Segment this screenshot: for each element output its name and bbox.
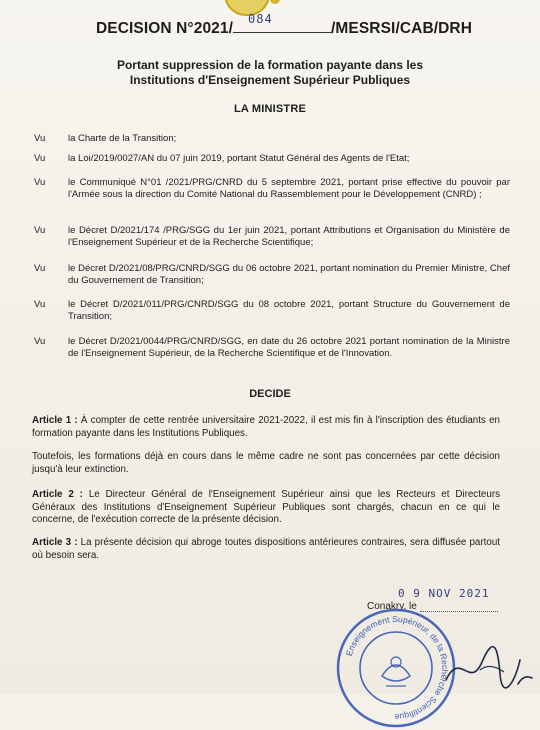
- article-3-text: La présente décision qui abroge toutes dispositions antérieures contraires, sera diffusée partout où besoin sera.: [32, 537, 500, 561]
- article-2-label: Article 2 :: [32, 489, 83, 500]
- article-3-label: Article 3 :: [32, 537, 78, 548]
- article-2: [32, 489, 500, 527]
- vu-label: Vu: [34, 153, 46, 164]
- subtitle-line-2: Institutions d'Enseignement Supérieur Publiques: [129, 73, 411, 87]
- article-1-text: À compter de cette rentrée universitaire 2021-2022, il est mis fin à l'inscription des étudiants en formation payante dans les Institutions Publiques.: [32, 415, 500, 439]
- document-subtitle: [40, 58, 500, 88]
- decision-suffix: /MESRSI/CAB/DRH: [331, 20, 473, 37]
- decide-title: DECIDE: [249, 388, 291, 400]
- article-3: [32, 537, 500, 562]
- vu-label: Vu: [34, 225, 46, 236]
- vu-text: la Charte de la Transition;: [68, 133, 177, 144]
- handwritten-signature: [440, 640, 540, 694]
- article-2-text: Le Directeur Général de l'Enseignement Supérieur ainsi que les Recteurs et Directeurs Généraux des Institutions d'Enseignement Supérieur Publiques sont chargés, chacun en ce qui le concerne, de l'exécution correcte de la présente décision.: [32, 489, 500, 525]
- vu-text: le Décret D/2021/08/PRG/CNRD/SGG du 06 octobre 2021, portant nomination du Premier Ministre, Chef du Gouvernement de Transition;: [68, 263, 510, 286]
- vu-text: le Décret D/2021/011/PRG/CNRD/SGG du 08 octobre 2021, portant Structure du Gouvernement de Transition;: [68, 299, 510, 322]
- decision-header: [96, 20, 473, 38]
- decision-prefix: DECISION N°2021/: [96, 20, 234, 37]
- vu-label: Vu: [34, 263, 46, 274]
- vu-label: Vu: [34, 336, 46, 347]
- emblem-ornament: [270, 0, 280, 4]
- vu-text: le Communiqué N°01 /2021/PRG/CNRD du 5 septembre 2021, portant prise effective du pouvoir par l'Armée sous la direction du Comité National du Rassemblement pour le Développement (CNRD) ;: [68, 177, 510, 200]
- article-1: [32, 415, 500, 440]
- vu-text: la Loi/2019/0027/AN du 07 juin 2019, portant Statut Général des Agents de l'Etat;: [68, 153, 410, 164]
- place-date-label: Conakry, le: [367, 601, 417, 612]
- vu-label: Vu: [34, 133, 46, 144]
- vu-label: Vu: [34, 299, 46, 310]
- decision-number-stamp: 084: [248, 12, 273, 26]
- article-1-label: Article 1 :: [32, 415, 78, 426]
- vu-label: Vu: [34, 177, 46, 188]
- minister-title: LA MINISTRE: [233, 103, 307, 115]
- article-1-paragraph-2: Toutefois, les formations déjà en cours dans le même cadre ne sont pas concernées par cette décision jusqu'à leur extinction.: [32, 451, 500, 475]
- vu-text: le Décret D/2021/0044/PRG/CNRD/SGG, en date du 26 octobre 2021 portant nomination de la Ministre de l'Enseignement Supérieur, de la Recherche Scientifique et de l'Innovation.: [68, 336, 510, 359]
- date-stamp: 0 9 NOV 2021: [398, 587, 490, 600]
- subtitle-line-1: Portant suppression de la formation payante dans les: [116, 58, 424, 72]
- seal-ring-textpath: Enseignement Supérieur, de la Recherche Scientifique: [343, 613, 451, 723]
- vu-text: le Décret D/2021/174 /PRG/SGG du 1er juin 2021, portant Attributions et Organisation du Ministère de l'Enseignement Supérieur et de la Recherche Scientifique;: [68, 225, 510, 248]
